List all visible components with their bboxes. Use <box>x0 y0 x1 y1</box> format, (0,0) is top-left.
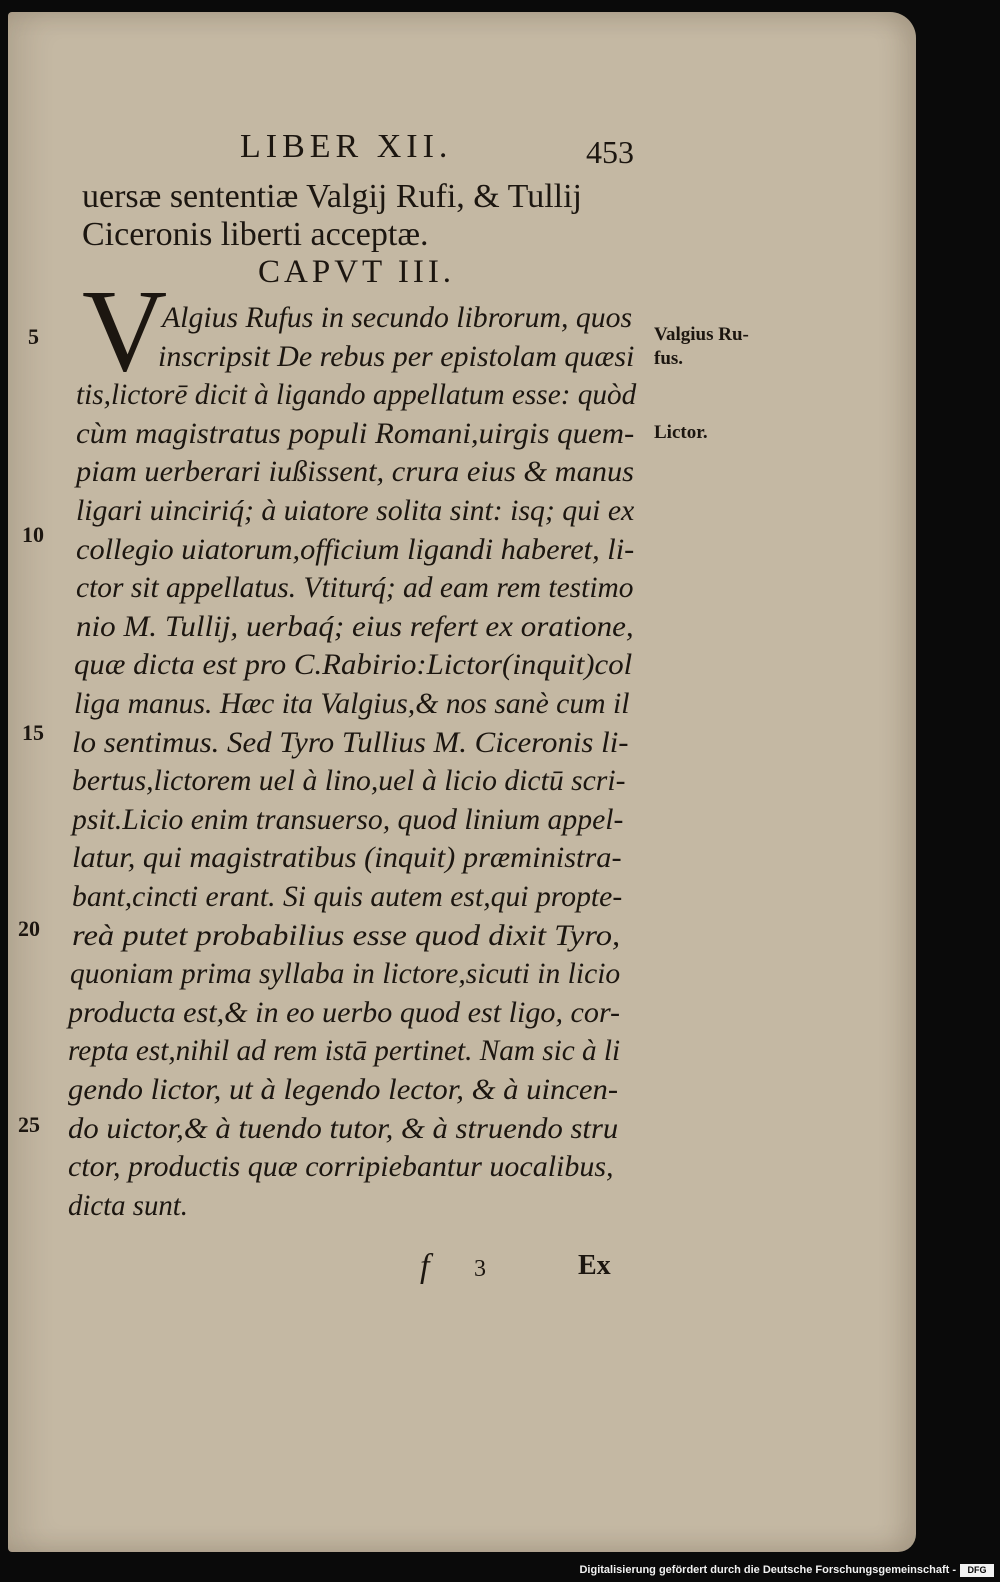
chapter-title: CAPVT III. <box>258 254 456 290</box>
line-number: 10 <box>22 522 44 547</box>
margin-note-lictor: Lictor. <box>654 422 708 443</box>
body-line: lo sentimus. Sed Tyro Tullius M. Ciceronis li- <box>72 725 629 759</box>
signature-number: 3 <box>474 1256 486 1282</box>
body-line: repta est,nihil ad rem istā pertinet. Nam sic à li <box>68 1034 621 1068</box>
line-number: 20 <box>18 916 40 941</box>
running-head: LIBER XII. <box>240 128 453 165</box>
line-number: 15 <box>22 720 44 745</box>
body-line: liga manus. Hæc ita Valgius,& nos sanè cum il <box>74 687 630 720</box>
body-line: dicta sunt. <box>68 1188 188 1222</box>
body-line: collegio uiatorum,officium ligandi haberet, li- <box>76 532 635 566</box>
body-line: piam uerberari iußissent, crura eius & manus <box>76 455 634 489</box>
body-line: inscripsit De rebus per epistolam quæsi <box>158 339 635 373</box>
margin-note-valgius-line-2: fus. <box>654 348 684 369</box>
intro-line: uersæ sententiæ Valgij Rufi, & Tullij <box>82 178 582 215</box>
line-number: 25 <box>18 1112 40 1137</box>
body-line: psit.Licio enim transuerso, quod linium appel- <box>72 802 624 836</box>
intro-line: Ciceronis liberti acceptæ. <box>82 216 429 253</box>
line-number: 5 <box>28 324 39 349</box>
body-line: tis,lictorē dicit à ligando appellatum esse: quòd <box>76 378 637 412</box>
body-line: cùm magistratus populi Romani,uirgis quem- <box>76 416 635 450</box>
dfg-logo: DFG <box>960 1564 994 1577</box>
body-line: nio M. Tullij, uerbaq́; eius refert ex oratione, <box>76 609 634 643</box>
body-line: ctor sit appellatus. Vtiturq́; ad eam rem testimo <box>76 571 634 605</box>
body-line: ligari uinciriq́; à uiatore solita sint: isq; qui ex <box>76 494 635 527</box>
catchword: Ex <box>578 1250 611 1281</box>
body-line: do uictor,& à tuendo tutor, & à struendo stru <box>68 1111 619 1145</box>
body-line: quæ dicta est pro C.Rabirio:Lictor(inquit)col <box>74 648 633 682</box>
body-line: gendo lictor, ut à legendo lector, & à uincen- <box>68 1073 619 1106</box>
body-line: bant,cincti erant. Si quis autem est,qui propte- <box>72 880 623 913</box>
body-line: producta est,& in eo uerbo quod est ligo, cor- <box>68 995 621 1029</box>
body-line: quoniam prima syllaba in lictore,sicuti in licio <box>70 957 621 991</box>
digitization-credit: Digitalisierung gefördert durch die Deutsche Forschungsgemeinschaft - <box>579 1564 956 1576</box>
body-line: reà putet probabilius esse quod dixit Tyro, <box>72 918 621 952</box>
body-line: latur, qui magistratibus (inquit) præministra- <box>72 841 622 875</box>
drop-cap: V <box>82 265 168 396</box>
page-number: 453 <box>586 134 634 170</box>
signature-mark: f <box>420 1248 430 1285</box>
body-line: bertus,lictorem uel à lino,uel à licio dictū scri- <box>72 764 626 798</box>
margin-note-valgius-line-1: Valgius Ru- <box>654 324 749 345</box>
body-line: Algius Rufus in secundo librorum, quos <box>162 301 633 334</box>
body-line: ctor, productis quæ corripiebantur uocalibus, <box>68 1150 614 1184</box>
